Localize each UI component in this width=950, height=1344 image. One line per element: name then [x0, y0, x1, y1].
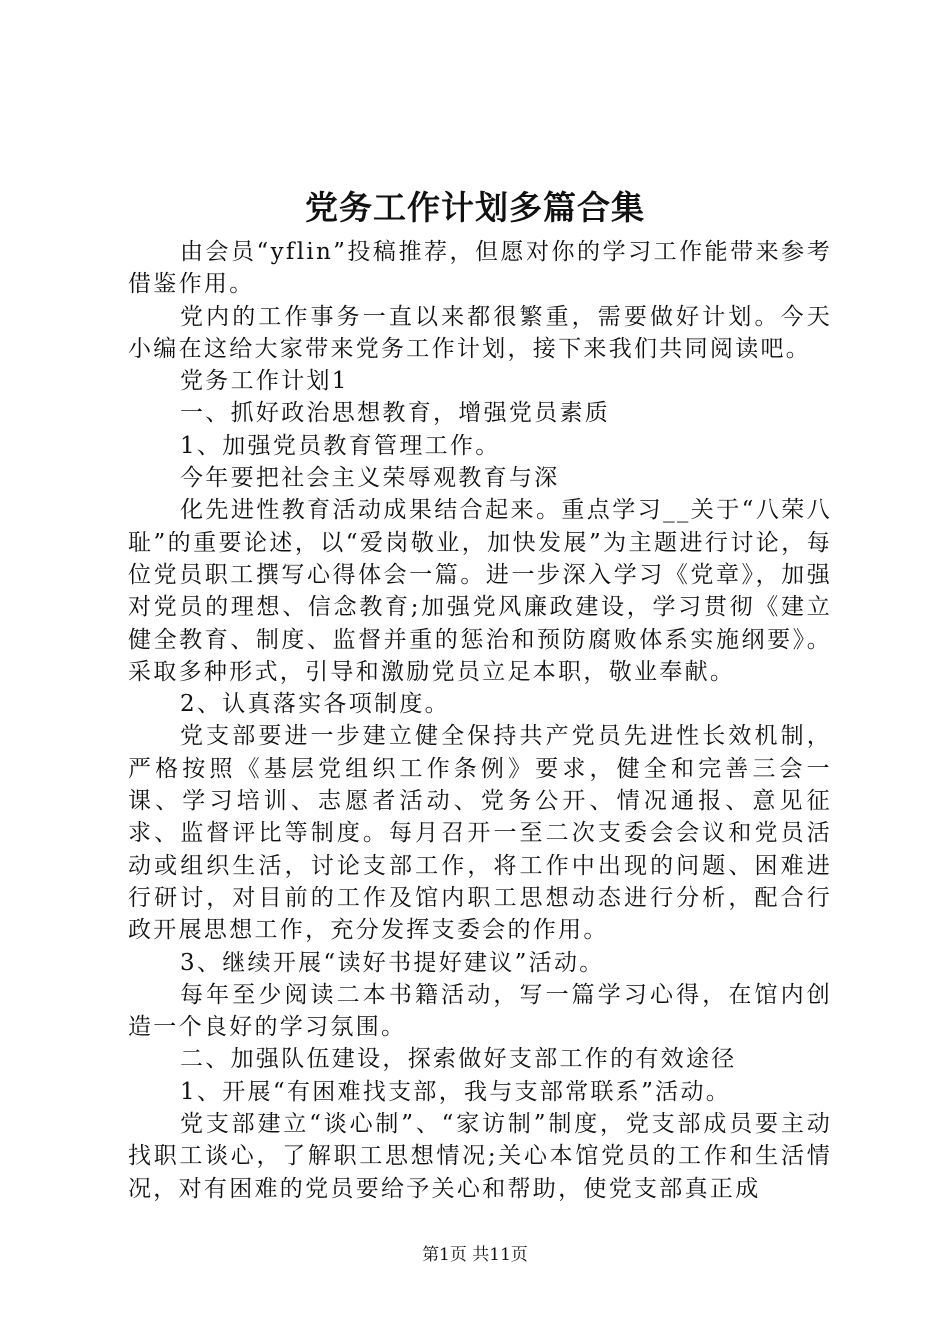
paragraph-intro: 由会员“yflin”投稿推荐，但愿对你的学习工作能带来参考借鉴作用。 [128, 239, 832, 298]
subheading-1-2: 2、认真落实各项制度。 [180, 691, 450, 718]
page-number-footer: 第1页 共11页 [422, 1245, 528, 1265]
subheading-1-3: 3、继续开展“读好书提好建议”活动。 [180, 949, 605, 976]
document-body [128, 236, 832, 1205]
paragraph-systems: 党支部要进一步建立健全保持共产党员先进性长效机制，严格按照《基层党组织工作条例》要求，健全和完善三会一课、学习培训、志愿者活动、党务公开、情况通报、意见征求、监督评比等制度。每月召开一至二次支委会会议和党员活动或组织生活，讨论支部工作，将工作中出现的问题、困难进行研讨，对目前的工作及馆内职工思想动态进行分析，配合行政开展思想工作，充分发挥支委会的作用。 [128, 723, 832, 944]
paragraph-education: 化先进性教育活动成果结合起来。重点学习__关于“八荣八耻”的重要论述，以“爱岗敬业，加快发展”为主题进行讨论，每位党员职工撰写心得体会一篇。进一步深入学习《党章》，加强对党员的理想、信念教育;加强党风廉政建设，学习贯彻《建立健全教育、制度、监督并重的惩治和预防腐败体系实施纲要》。采取多种形式，引导和激励党员立足本职，敬业奉献。 [128, 497, 832, 685]
section-heading-2: 二、加强队伍建设，探索做好支部工作的有效途径 [180, 1046, 737, 1073]
section-heading-plan-1: 党务工作计划1 [180, 368, 349, 395]
subheading-1-1: 1、加强党员教育管理工作。 [180, 432, 501, 459]
document-title: 党务工作计划多篇合集 [305, 188, 645, 227]
paragraph-line: 今年要把社会主义荣辱观教育与深 [180, 465, 560, 492]
paragraph-preface: 党内的工作事务一直以来都很繁重，需要做好计划。今天小编在这给大家带来党务工作计划，接下来我们共同阅读吧。 [128, 303, 832, 362]
paragraph-reading: 每年至少阅读二本书籍活动，写一篇学习心得，在馆内创造一个良好的学习氛围。 [128, 981, 832, 1041]
section-heading-1: 一、抓好政治思想教育，增强党员素质 [180, 400, 611, 427]
subheading-2-1: 1、开展“有困难找支部，我与支部常联系”活动。 [180, 1078, 732, 1105]
paragraph-branch: 党支部建立“谈心制”、“家访制”制度，党支部成员要主动找职工谈心，了解职工思想情况;关心本馆党员的工作和生活情况，对有困难的党员要给予关心和帮助，使党支部真正成 [128, 1111, 832, 1202]
